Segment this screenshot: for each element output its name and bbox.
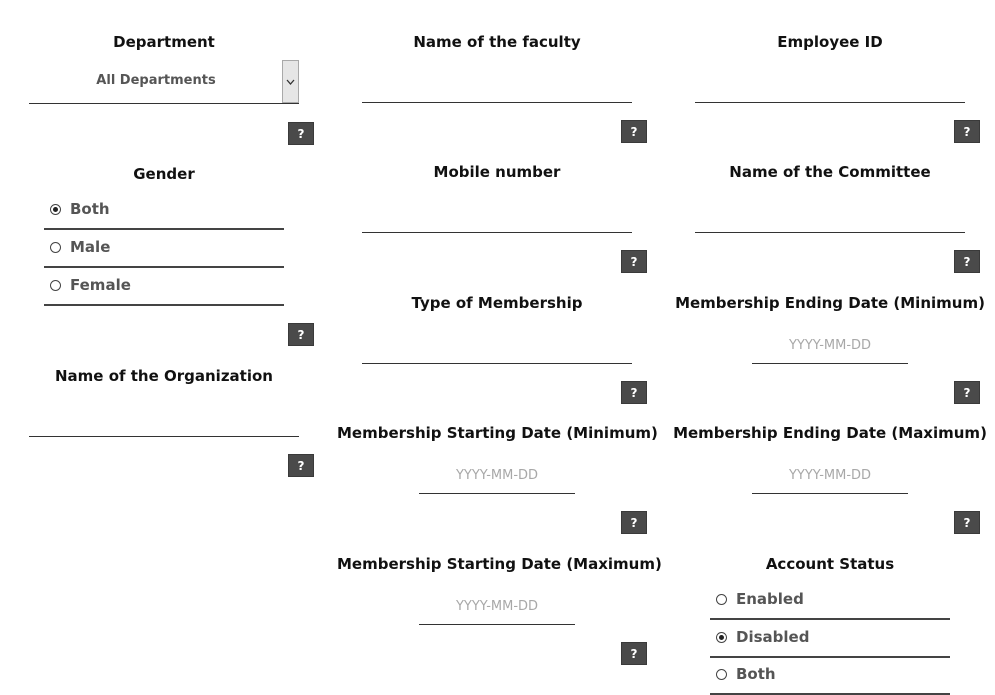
end-max-help-button[interactable]: ?	[954, 511, 980, 534]
radio-enabled-icon[interactable]	[716, 594, 727, 605]
organization-input[interactable]	[29, 405, 299, 437]
account-status-option-label: Disabled	[736, 628, 810, 646]
mobile-help-button[interactable]: ?	[621, 250, 647, 273]
end-max-date-input[interactable]	[752, 458, 908, 494]
department-label: Department	[113, 33, 215, 51]
radio-both-icon[interactable]	[716, 669, 727, 680]
start-max-date-input[interactable]	[419, 589, 575, 625]
membership-type-help-button[interactable]: ?	[621, 381, 647, 404]
gender-option-label: Male	[70, 238, 111, 256]
mobile-label: Mobile number	[433, 163, 561, 181]
committee-help-button[interactable]: ?	[954, 250, 980, 273]
gender-option-both[interactable]	[44, 192, 284, 230]
end-min-help-button[interactable]: ?	[954, 381, 980, 404]
department-selected-value: All Departments	[96, 73, 216, 88]
department-select[interactable]	[29, 60, 299, 104]
mobile-input[interactable]	[362, 200, 632, 233]
account-status-option-label: Enabled	[736, 590, 804, 608]
committee-label: Name of the Committee	[729, 163, 931, 181]
end-min-date-input[interactable]	[752, 327, 908, 364]
chevron-down-icon[interactable]	[282, 60, 299, 103]
radio-both-icon[interactable]	[50, 204, 61, 215]
radio-female-icon[interactable]	[50, 280, 61, 291]
organization-help-button[interactable]: ?	[288, 454, 314, 477]
account-status-option-label: Both	[736, 665, 776, 683]
employee-id-help-button[interactable]: ?	[954, 120, 980, 143]
start-min-label: Membership Starting Date (Minimum)	[337, 424, 658, 442]
gender-help-button[interactable]: ?	[288, 323, 314, 346]
department-help-button[interactable]: ?	[288, 122, 314, 145]
gender-option-label: Both	[70, 200, 110, 218]
account-status-label: Account Status	[765, 555, 895, 573]
gender-label: Gender	[133, 165, 195, 183]
radio-male-icon[interactable]	[50, 242, 61, 253]
employee-id-input[interactable]	[695, 70, 965, 103]
start-max-help-button[interactable]: ?	[621, 642, 647, 665]
start-min-date-input[interactable]	[419, 458, 575, 494]
account-status-option-disabled[interactable]	[710, 620, 950, 658]
gender-option-female[interactable]	[44, 268, 284, 306]
faculty-name-label: Name of the faculty	[413, 33, 581, 51]
faculty-name-input[interactable]	[362, 70, 632, 103]
gender-option-male[interactable]	[44, 230, 284, 268]
faculty-name-help-button[interactable]: ?	[621, 120, 647, 143]
committee-input[interactable]	[695, 200, 965, 233]
start-min-help-button[interactable]: ?	[621, 511, 647, 534]
end-max-label: Membership Ending Date (Maximum)	[673, 424, 987, 442]
start-max-label: Membership Starting Date (Maximum)	[337, 555, 662, 573]
employee-id-label: Employee ID	[777, 33, 883, 51]
membership-type-input[interactable]	[362, 331, 632, 364]
radio-disabled-icon[interactable]	[716, 632, 727, 643]
end-min-label: Membership Ending Date (Minimum)	[675, 294, 985, 312]
membership-type-label: Type of Membership	[411, 294, 583, 312]
gender-option-label: Female	[70, 276, 131, 294]
account-status-option-both[interactable]	[710, 657, 950, 695]
account-status-option-enabled[interactable]	[710, 582, 950, 620]
organization-label: Name of the Organization	[55, 367, 273, 385]
